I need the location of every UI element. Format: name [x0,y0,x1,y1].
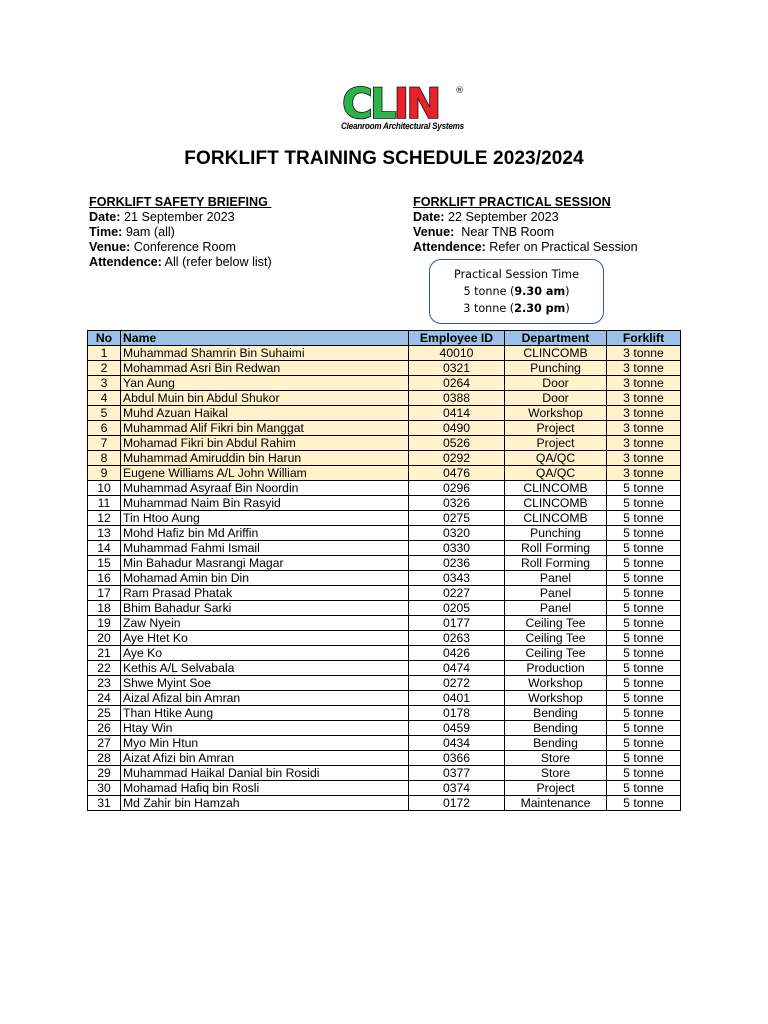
cell-no: 4 [88,391,121,406]
cell-forklift: 5 tonne [607,706,681,721]
cell-no: 30 [88,781,121,796]
cell-name: Muhammad Amiruddin bin Harun [121,451,409,466]
cell-no: 27 [88,736,121,751]
cell-no: 11 [88,496,121,511]
cell-forklift: 5 tonne [607,751,681,766]
cell-department: Project [505,781,607,796]
cell-department: Bending [505,706,607,721]
cell-no: 13 [88,526,121,541]
cell-department: Roll Forming [505,541,607,556]
cell-name: Kethis A/L Selvabala [121,661,409,676]
cell-employee-id: 0296 [409,481,505,496]
cell-name: Eugene Williams A/L John William [121,466,409,481]
cell-name: Myo Min Htun [121,736,409,751]
cell-department: CLINCOMB [505,511,607,526]
table-row [88,586,681,601]
col-header-no: No [88,331,121,346]
cell-department: Punching [505,361,607,376]
cell-employee-id: 0272 [409,676,505,691]
table-header-row [88,331,681,346]
training-roster-table [87,330,681,811]
cell-employee-id: 0321 [409,361,505,376]
cell-no: 18 [88,601,121,616]
safety-briefing-info [89,195,272,270]
cell-employee-id: 0374 [409,781,505,796]
cell-employee-id: 0490 [409,421,505,436]
cell-department: Panel [505,571,607,586]
table-row [88,661,681,676]
cell-department: Maintenance [505,796,607,811]
col-header-employee-id: Employee ID [409,331,505,346]
cell-name: Mohd Hafiz bin Md Ariffin [121,526,409,541]
cell-name: Muhammad Naim Bin Rasyid [121,496,409,511]
cell-name: Mohamad Fikri bin Abdul Rahim [121,436,409,451]
practical-date: Date: 22 September 2023 [413,210,559,224]
svg-text:CLIN [342,82,438,124]
table-row [88,481,681,496]
table-row [88,346,681,361]
cell-no: 23 [88,676,121,691]
table-row [88,526,681,541]
cell-forklift: 5 tonne [607,541,681,556]
cell-no: 19 [88,616,121,631]
cell-forklift: 5 tonne [607,526,681,541]
cell-forklift: 5 tonne [607,646,681,661]
cell-department: QA/QC [505,451,607,466]
table-body [88,346,681,811]
cell-no: 16 [88,571,121,586]
table-row [88,556,681,571]
cell-department: Project [505,436,607,451]
table-row [88,406,681,421]
cell-department: Panel [505,586,607,601]
table-row [88,706,681,721]
cell-name: Mohamad Amin bin Din [121,571,409,586]
practical-heading: FORKLIFT PRACTICAL SESSION [413,195,611,209]
practical-venue: Venue: Near TNB Room [413,225,555,239]
cell-employee-id: 0177 [409,616,505,631]
cell-no: 21 [88,646,121,661]
table-row [88,436,681,451]
cell-forklift: 5 tonne [607,661,681,676]
cell-name: Shwe Myint Soe [121,676,409,691]
table-row [88,361,681,376]
cell-name: Aizat Afizi bin Amran [121,751,409,766]
cell-forklift: 5 tonne [607,481,681,496]
table-row [88,421,681,436]
cell-forklift: 5 tonne [607,766,681,781]
table-row [88,646,681,661]
cell-department: QA/QC [505,466,607,481]
cell-name: Zaw Nyein [121,616,409,631]
cell-department: Ceiling Tee [505,616,607,631]
cell-department: Door [505,376,607,391]
cell-name: Yan Aung [121,376,409,391]
col-header-department: Department [505,331,607,346]
cell-employee-id: 0366 [409,751,505,766]
cell-employee-id: 40010 [409,346,505,361]
cell-forklift: 3 tonne [607,451,681,466]
cell-no: 28 [88,751,121,766]
cell-forklift: 5 tonne [607,691,681,706]
cell-forklift: 3 tonne [607,376,681,391]
cell-no: 20 [88,631,121,646]
cell-no: 15 [88,556,121,571]
cell-department: Workshop [505,676,607,691]
cell-name: Tin Htoo Aung [121,511,409,526]
cell-no: 26 [88,721,121,736]
logo-letters-in: IN [393,82,439,124]
cell-no: 24 [88,691,121,706]
cell-department: Roll Forming [505,556,607,571]
cell-name: Aizal Afizal bin Amran [121,691,409,706]
table-row [88,541,681,556]
cell-no: 17 [88,586,121,601]
cell-employee-id: 0320 [409,526,505,541]
table-row [88,451,681,466]
cell-name: Min Bahadur Masrangi Magar [121,556,409,571]
cell-employee-id: 0377 [409,766,505,781]
col-header-forklift: Forklift [607,331,681,346]
cell-department: CLINCOMB [505,496,607,511]
practical-attendence: Attendence: Refer on Practical Session [413,240,638,254]
session-time-5-tonne: 5 tonne (9.30 am) [463,285,570,298]
cell-employee-id: 0459 [409,721,505,736]
cell-department: Bending [505,736,607,751]
cell-name: Mohammad Asri Bin Redwan [121,361,409,376]
cell-name: Muhammad Fahmi Ismail [121,541,409,556]
cell-department: Ceiling Tee [505,631,607,646]
cell-employee-id: 0343 [409,571,505,586]
cell-department: CLINCOMB [505,481,607,496]
cell-name: Htay Win [121,721,409,736]
registered-mark: ® [455,86,464,96]
cell-employee-id: 0414 [409,406,505,421]
cell-name: Muhammad Asyraaf Bin Noordin [121,481,409,496]
cell-employee-id: 0388 [409,391,505,406]
cell-no: 7 [88,436,121,451]
table-row [88,676,681,691]
cell-employee-id: 0526 [409,436,505,451]
cell-forklift: 5 tonne [607,676,681,691]
table-row [88,631,681,646]
cell-no: 25 [88,706,121,721]
cell-employee-id: 0227 [409,586,505,601]
cell-department: Door [505,391,607,406]
cell-no: 10 [88,481,121,496]
cell-name: Mohamad Hafiq bin Rosli [121,781,409,796]
cell-employee-id: 0205 [409,601,505,616]
cell-department: Ceiling Tee [505,646,607,661]
cell-no: 14 [88,541,121,556]
cell-department: Store [505,766,607,781]
cell-department: Workshop [505,406,607,421]
cell-forklift: 5 tonne [607,721,681,736]
cell-forklift: 3 tonne [607,361,681,376]
cell-name: Than Htike Aung [121,706,409,721]
cell-department: Store [505,751,607,766]
cell-forklift: 5 tonne [607,511,681,526]
table-row [88,601,681,616]
col-header-name: Name [121,331,409,346]
session-time-3-tonne: 3 tonne (2.30 pm) [463,302,570,315]
cell-no: 1 [88,346,121,361]
cell-name: Md Zahir bin Hamzah [121,796,409,811]
cell-no: 3 [88,376,121,391]
cell-department: Panel [505,601,607,616]
cell-forklift: 3 tonne [607,466,681,481]
cell-forklift: 5 tonne [607,736,681,751]
cell-employee-id: 0476 [409,466,505,481]
cell-name: Abdul Muin bin Abdul Shukor [121,391,409,406]
cell-name: Bhim Bahadur Sarki [121,601,409,616]
cell-no: 12 [88,511,121,526]
briefing-date: Date: 21 September 2023 [89,210,235,224]
table-row [88,796,681,811]
cell-name: Aye Htet Ko [121,631,409,646]
briefing-heading: FORKLIFT SAFETY BRIEFING [89,195,272,209]
logo-letters-cl: CL [342,82,394,124]
table-row [88,376,681,391]
cell-no: 2 [88,361,121,376]
cell-employee-id: 0275 [409,511,505,526]
table-row [88,751,681,766]
table-row [88,511,681,526]
cell-forklift: 5 tonne [607,601,681,616]
cell-no: 5 [88,406,121,421]
session-time-heading: Practical Session Time [454,268,579,281]
cell-employee-id: 0434 [409,736,505,751]
cell-forklift: 5 tonne [607,631,681,646]
cell-name: Muhammad Haikal Danial bin Rosidi [121,766,409,781]
cell-no: 6 [88,421,121,436]
briefing-time: Time: 9am (all) [89,225,175,239]
cell-forklift: 3 tonne [607,436,681,451]
table-row [88,691,681,706]
cell-name: Aye Ko [121,646,409,661]
cell-forklift: 5 tonne [607,556,681,571]
cell-department: CLINCOMB [505,346,607,361]
cell-department: Workshop [505,691,607,706]
cell-forklift: 3 tonne [607,406,681,421]
cell-name: Muhammad Alif Fikri bin Manggat [121,421,409,436]
page-title: FORKLIFT TRAINING SCHEDULE 2023/2024 [184,148,584,169]
cell-forklift: 5 tonne [607,616,681,631]
cell-employee-id: 0330 [409,541,505,556]
cell-employee-id: 0236 [409,556,505,571]
cell-forklift: 3 tonne [607,391,681,406]
table-row [88,736,681,751]
cell-no: 31 [88,796,121,811]
briefing-attendence: Attendence: All (refer below list) [89,255,272,269]
briefing-venue: Venue: Conference Room [89,240,236,254]
cell-employee-id: 0292 [409,451,505,466]
cell-no: 8 [88,451,121,466]
cell-no: 29 [88,766,121,781]
cell-employee-id: 0172 [409,796,505,811]
cell-forklift: 3 tonne [607,346,681,361]
table-row [88,616,681,631]
cell-no: 9 [88,466,121,481]
cell-employee-id: 0326 [409,496,505,511]
cell-employee-id: 0401 [409,691,505,706]
cell-name: Muhammad Shamrin Bin Suhaimi [121,346,409,361]
table-row [88,496,681,511]
cell-employee-id: 0426 [409,646,505,661]
cell-forklift: 3 tonne [607,421,681,436]
practical-session-info [413,195,638,255]
table-row [88,466,681,481]
cell-department: Punching [505,526,607,541]
cell-name: Ram Prasad Phatak [121,586,409,601]
cell-employee-id: 0264 [409,376,505,391]
table-row [88,766,681,781]
table-row [88,571,681,586]
cell-name: Muhd Azuan Haikal [121,406,409,421]
practical-session-time-box [429,259,604,324]
cell-employee-id: 0263 [409,631,505,646]
cell-forklift: 5 tonne [607,796,681,811]
cell-department: Project [505,421,607,436]
cell-department: Production [505,661,607,676]
cell-forklift: 5 tonne [607,496,681,511]
cell-forklift: 5 tonne [607,781,681,796]
table-row [88,391,681,406]
cell-employee-id: 0178 [409,706,505,721]
cell-employee-id: 0474 [409,661,505,676]
table-row [88,721,681,736]
logo-subtitle: Cleanroom Architectural Systems [341,121,464,132]
cell-department: Bending [505,721,607,736]
cell-forklift: 5 tonne [607,571,681,586]
cell-forklift: 5 tonne [607,586,681,601]
table-row [88,781,681,796]
cell-no: 22 [88,661,121,676]
